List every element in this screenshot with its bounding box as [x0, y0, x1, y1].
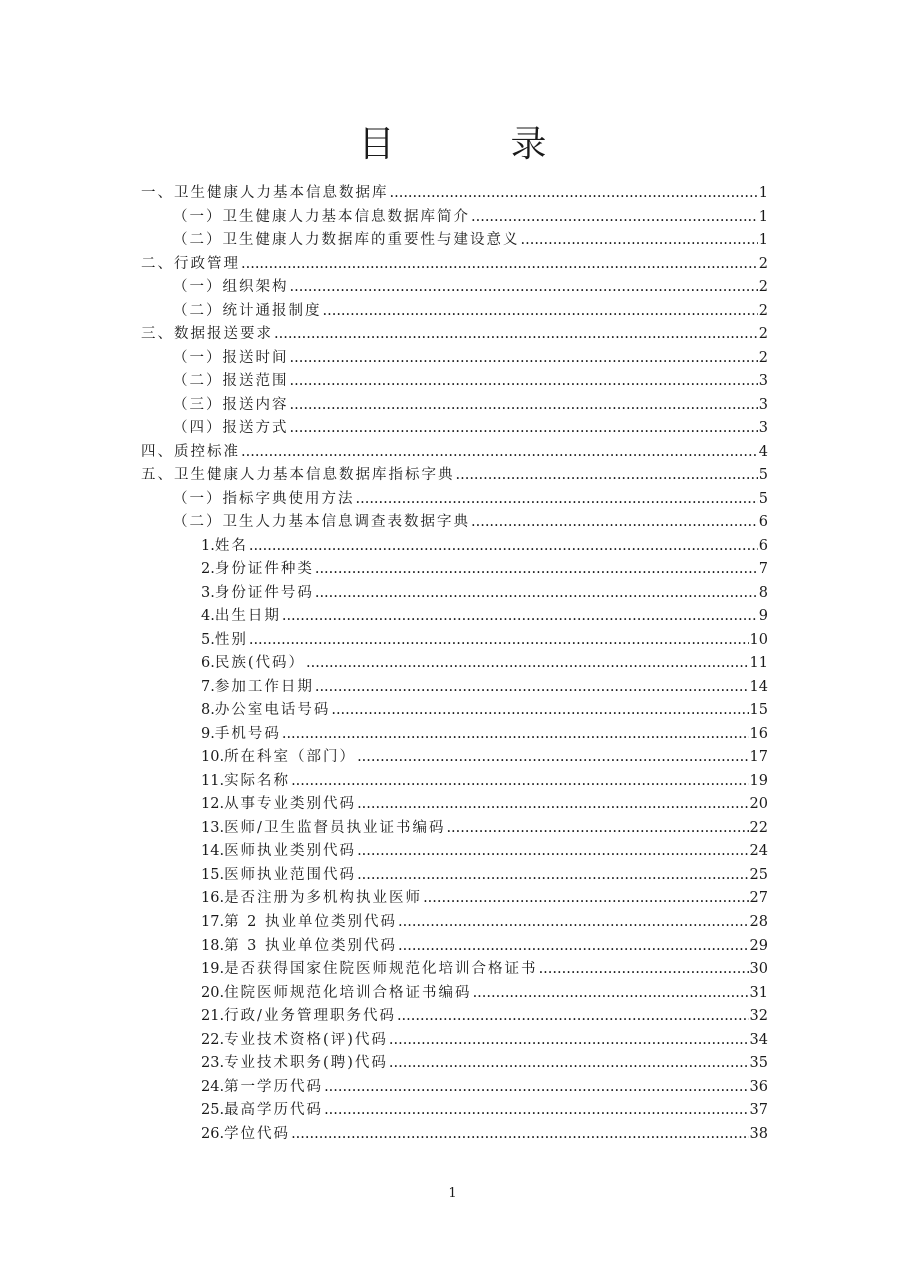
toc-entry-page: 25: [749, 866, 768, 883]
toc-entry-label: 组织架构: [222, 279, 289, 296]
toc-entry-page: 20: [749, 796, 768, 813]
toc-entry[interactable]: [141, 1123, 768, 1147]
toc-entry-label: 参加工作日期: [214, 678, 314, 695]
toc-entry-number: 8.: [201, 702, 215, 719]
toc-entry[interactable]: [141, 206, 768, 230]
toc-dot-leader: [290, 347, 758, 371]
toc-entry-number: 10.: [201, 749, 225, 766]
toc-dot-leader: [315, 676, 749, 700]
toc-entry-page: 34: [749, 1031, 768, 1048]
toc-entry-page: 31: [749, 984, 768, 1001]
toc-entry-number: 二、: [141, 255, 174, 272]
toc-entry-number: 23.: [201, 1055, 225, 1072]
toc-entry-number: 11.: [201, 772, 225, 789]
toc-entry[interactable]: [141, 253, 768, 277]
toc-entry-number: 17.: [201, 913, 225, 930]
toc-dot-leader: [249, 535, 758, 559]
toc-entry-page: 2: [758, 349, 768, 366]
toc-entry[interactable]: [141, 652, 768, 676]
toc-entry-number: 15.: [201, 866, 225, 883]
toc-entry-label: 所在科室（部门）: [224, 749, 357, 766]
toc-entry-number: 一、: [141, 185, 174, 201]
toc-entry[interactable]: [141, 558, 768, 582]
toc-entry-number: 5.: [201, 631, 215, 648]
toc-entry-label: 实际名称: [224, 772, 291, 789]
toc-entry[interactable]: [141, 1005, 768, 1029]
toc-dot-leader: [456, 464, 758, 488]
toc-entry-number: 14.: [201, 843, 225, 860]
toc-entry-page: 37: [749, 1102, 768, 1119]
toc-entry-page: 7: [758, 561, 768, 578]
toc-entry-page: 3: [758, 373, 768, 390]
toc-dot-leader: [471, 511, 758, 535]
toc-entry-label: 手机号码: [214, 725, 281, 742]
toc-entry-number: 26.: [201, 1125, 225, 1142]
toc-entry-number: 16.: [201, 890, 225, 907]
toc-entry-page: 2: [758, 279, 768, 296]
toc-entry[interactable]: [141, 464, 768, 488]
toc-entry[interactable]: [141, 394, 768, 418]
toc-entry-number: （三）: [173, 396, 223, 413]
toc-dot-leader: [241, 441, 758, 465]
toc-dot-leader: [282, 605, 758, 629]
toc-entry[interactable]: [141, 441, 768, 465]
toc-entry-number: （四）: [173, 420, 223, 437]
toc-dot-leader: [291, 770, 748, 794]
toc-entry-page: 5: [758, 467, 768, 484]
toc-entry[interactable]: [141, 511, 768, 535]
toc-dot-leader: [398, 935, 749, 959]
toc-entry-number: （二）: [173, 514, 223, 531]
toc-entry[interactable]: [141, 1076, 768, 1100]
toc-entry-label: 数据报送要求: [174, 326, 273, 343]
toc-entry-label: 最高学历代码: [224, 1102, 324, 1119]
toc-entry-label: 专业技术职务(聘)代码: [224, 1055, 388, 1072]
toc-dot-leader: [249, 629, 749, 653]
toc-entry[interactable]: [141, 370, 768, 394]
toc-entry-number: 4.: [201, 608, 215, 625]
toc-entry-label: 身份证件种类: [214, 561, 314, 578]
toc-entry[interactable]: [141, 699, 768, 723]
toc-entry-number: 21.: [201, 1008, 225, 1025]
toc-dot-leader: [446, 817, 748, 841]
toc-entry-page: 1: [758, 208, 768, 225]
toc-dot-leader: [357, 840, 748, 864]
toc-entry-number: 19.: [201, 961, 225, 978]
toc-entry-page: 3: [758, 396, 768, 413]
toc-entry-label: 第一学历代码: [224, 1078, 324, 1095]
toc-dot-leader: [473, 982, 749, 1006]
toc-entry-label: 出生日期: [214, 608, 281, 625]
toc-entry[interactable]: [141, 417, 768, 441]
toc-dot-leader: [290, 370, 758, 394]
toc-entry-page: 2: [758, 255, 768, 272]
toc-dot-leader: [274, 323, 758, 347]
toc-dot-leader: [323, 300, 758, 324]
toc-entry-label: 从事专业类别代码: [224, 796, 357, 813]
toc-entry-page: 24: [749, 843, 768, 860]
toc-entry-number: 1.: [201, 537, 215, 554]
toc-entry[interactable]: [141, 723, 768, 747]
table-of-contents: [141, 182, 768, 1146]
toc-entry-page: 8: [758, 584, 768, 601]
toc-dot-leader: [521, 229, 758, 253]
toc-entry-page: 38: [749, 1125, 768, 1142]
toc-entry-page: 1: [758, 185, 768, 201]
toc-entry-label: 住院医师规范化培训合格证书编码: [224, 984, 472, 1001]
toc-entry-number: （二）: [173, 373, 223, 390]
toc-entry-label: 报送方式: [222, 420, 289, 437]
toc-entry-number: （一）: [173, 208, 223, 225]
toc-entry-page: 3: [758, 420, 768, 437]
toc-entry[interactable]: [141, 1099, 768, 1123]
toc-entry-page: 6: [758, 537, 768, 554]
toc-entry-page: 15: [749, 702, 768, 719]
toc-entry-page: 36: [749, 1078, 768, 1095]
toc-entry-number: 12.: [201, 796, 225, 813]
toc-entry-label: 是否获得国家住院医师规范化培训合格证书: [224, 961, 538, 978]
toc-dot-leader: [398, 911, 749, 935]
toc-entry-number: 9.: [201, 725, 215, 742]
toc-entry-number: 22.: [201, 1031, 225, 1048]
toc-entry-label: 专业技术资格(评)代码: [224, 1031, 388, 1048]
toc-entry-page: 22: [749, 819, 768, 836]
toc-entry[interactable]: [141, 840, 768, 864]
toc-entry-label: 学位代码: [224, 1125, 291, 1142]
toc-entry[interactable]: [141, 347, 768, 371]
toc-entry-label: 卫生健康人力数据库的重要性与建设意义: [222, 232, 520, 249]
toc-entry-label: 指标字典使用方法: [222, 490, 355, 507]
toc-entry-page: 28: [749, 913, 768, 930]
toc-dot-leader: [324, 1099, 748, 1123]
toc-entry[interactable]: [141, 746, 768, 770]
toc-dot-leader: [315, 558, 758, 582]
toc-entry[interactable]: [141, 793, 768, 817]
toc-dot-leader: [290, 394, 758, 418]
toc-entry-label: 行政/业务管理职务代码: [224, 1008, 396, 1025]
toc-entry-label: 卫生健康人力基本信息数据库指标字典: [174, 467, 455, 484]
toc-dot-leader: [357, 746, 748, 770]
toc-entry-number: 五、: [141, 467, 174, 484]
toc-entry-page: 16: [749, 725, 768, 742]
toc-entry-label: 身份证件号码: [214, 584, 314, 601]
toc-entry-label: 报送时间: [222, 349, 289, 366]
toc-entry[interactable]: [141, 676, 768, 700]
toc-entry-label: 性别: [214, 631, 248, 648]
toc-entry-number: 13.: [201, 819, 225, 836]
toc-entry-page: 10: [749, 631, 768, 648]
toc-entry-label: 医师/卫生监督员执业证书编码: [224, 819, 446, 836]
toc-entry[interactable]: [141, 958, 768, 982]
toc-entry[interactable]: [141, 770, 768, 794]
toc-entry[interactable]: [141, 535, 768, 559]
toc-entry-page: 11: [749, 655, 768, 672]
toc-entry[interactable]: [141, 300, 768, 324]
toc-entry-page: 5: [758, 490, 768, 507]
toc-entry-number: （二）: [173, 232, 223, 249]
toc-entry-number: （一）: [173, 279, 223, 296]
toc-dot-leader: [324, 1076, 748, 1100]
toc-entry-label: 卫生健康人力基本信息数据库: [174, 185, 389, 201]
toc-entry-label: 医师执业类别代码: [224, 843, 357, 860]
toc-entry[interactable]: [141, 911, 768, 935]
toc-dot-leader: [282, 723, 749, 747]
toc-entry-label: 姓名: [214, 537, 248, 554]
toc-entry-label: 统计通报制度: [222, 302, 322, 319]
toc-entry[interactable]: [141, 817, 768, 841]
toc-entry-label: 卫生人力基本信息调查表数据字典: [222, 514, 470, 531]
toc-dot-leader: [306, 652, 749, 676]
toc-entry[interactable]: [141, 629, 768, 653]
toc-entry[interactable]: [141, 182, 768, 206]
toc-entry-label: 质控标准: [174, 443, 240, 460]
toc-entry-label: 办公室电话号码: [214, 702, 331, 719]
toc-dot-leader: [290, 276, 758, 300]
toc-entry-page: 19: [749, 772, 768, 789]
toc-dot-leader: [356, 488, 758, 512]
toc-dot-leader: [389, 1052, 749, 1076]
toc-dot-leader: [290, 417, 758, 441]
toc-dot-leader: [471, 206, 758, 230]
toc-entry-number: （一）: [173, 349, 223, 366]
toc-entry-label: 行政管理: [174, 255, 240, 272]
toc-entry[interactable]: [141, 1029, 768, 1053]
toc-entry-number: （二）: [173, 302, 223, 319]
toc-entry[interactable]: [141, 582, 768, 606]
toc-entry[interactable]: [141, 229, 768, 253]
toc-entry-label: 民族(代码）: [214, 655, 306, 672]
toc-entry-label: 医师执业范围代码: [224, 866, 357, 883]
toc-entry-number: 2.: [201, 561, 215, 578]
toc-entry-page: 4: [758, 443, 768, 460]
toc-entry-page: 35: [749, 1055, 768, 1072]
toc-dot-leader: [390, 182, 758, 206]
toc-dot-leader: [331, 699, 748, 723]
toc-entry-page: 17: [749, 749, 768, 766]
toc-entry[interactable]: [141, 276, 768, 300]
toc-entry-number: （一）: [173, 490, 223, 507]
toc-entry[interactable]: [141, 935, 768, 959]
toc-entry-label: 第 3 执业单位类别代码: [224, 937, 398, 954]
toc-entry-page: 30: [749, 961, 768, 978]
toc-entry[interactable]: [141, 323, 768, 347]
toc-entry-number: 6.: [201, 655, 215, 672]
toc-entry[interactable]: [141, 1052, 768, 1076]
toc-entry-number: 24.: [201, 1078, 225, 1095]
toc-entry-page: 2: [758, 302, 768, 319]
toc-dot-leader: [315, 582, 758, 606]
toc-entry-number: 三、: [141, 326, 174, 343]
page-title: 目 录: [358, 124, 587, 165]
toc-entry-page: 1: [758, 232, 768, 249]
toc-entry-page: 29: [749, 937, 768, 954]
page-number: 1: [448, 1186, 457, 1201]
toc-dot-leader: [423, 887, 748, 911]
toc-entry[interactable]: [141, 488, 768, 512]
toc-entry-number: 18.: [201, 937, 225, 954]
toc-dot-leader: [357, 864, 748, 888]
toc-dot-leader: [291, 1123, 748, 1147]
toc-entry-page: 6: [758, 514, 768, 531]
toc-dot-leader: [389, 1029, 749, 1053]
toc-entry-number: 3.: [201, 584, 215, 601]
toc-entry-page: 27: [749, 890, 768, 907]
toc-entry-label: 第 2 执业单位类别代码: [224, 913, 398, 930]
toc-entry-number: 25.: [201, 1102, 225, 1119]
toc-dot-leader: [539, 958, 749, 982]
toc-entry-label: 报送内容: [222, 396, 289, 413]
toc-entry[interactable]: [141, 982, 768, 1006]
toc-entry-number: 7.: [201, 678, 215, 695]
toc-entry[interactable]: [141, 605, 768, 629]
toc-entry[interactable]: [141, 864, 768, 888]
toc-dot-leader: [397, 1005, 749, 1029]
toc-entry-number: 20.: [201, 984, 225, 1001]
toc-entry-number: 四、: [141, 443, 174, 460]
toc-dot-leader: [241, 253, 758, 277]
toc-entry-label: 是否注册为多机构执业医师: [224, 890, 423, 907]
toc-entry-page: 14: [749, 678, 768, 695]
toc-entry-page: 32: [749, 1008, 768, 1025]
toc-entry-page: 2: [758, 326, 768, 343]
toc-entry-label: 卫生健康人力基本信息数据库简介: [222, 208, 470, 225]
toc-entry[interactable]: [141, 887, 768, 911]
toc-entry-page: 9: [758, 608, 768, 625]
toc-entry-label: 报送范围: [222, 373, 289, 390]
toc-dot-leader: [357, 793, 748, 817]
